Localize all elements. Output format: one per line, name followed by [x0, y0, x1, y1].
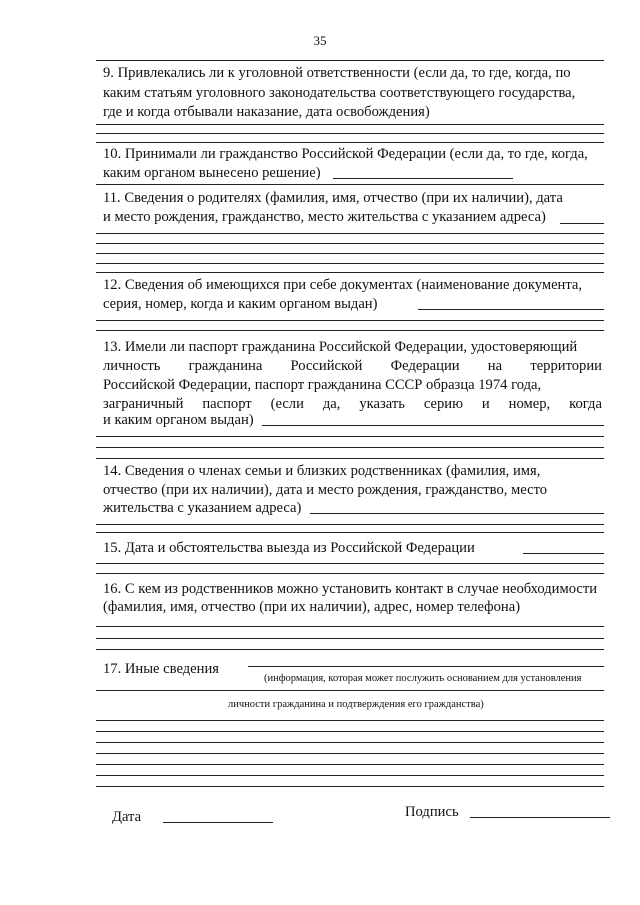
q12-line2: серия, номер, когда и каким органом выдан) — [103, 296, 378, 312]
q15-answer-line[interactable] — [96, 563, 604, 564]
signature-field[interactable] — [470, 817, 610, 818]
q10-answer-line[interactable] — [96, 184, 604, 185]
q13-answer-line[interactable] — [96, 436, 604, 437]
q9-line3: где и когда отбывали наказание, дата освобождения) — [103, 104, 430, 120]
q9-line1: 9. Привлекались ли к уголовной ответственности (если да, то где, когда, по — [103, 65, 571, 81]
signature-label: Подпись — [405, 804, 459, 820]
q11-answer-line[interactable] — [96, 233, 604, 234]
q17-hint1: (информация, которая может послужить основанием для установления — [264, 673, 582, 684]
q13-line1: 13. Имели ли паспорт гражданина Российской Федерации, удостоверяющий — [103, 339, 578, 355]
q13-word: указать — [359, 396, 405, 412]
q17-answer-line[interactable] — [96, 786, 604, 787]
q11-line1: 11. Сведения о родителях (фамилия, имя, отчество (при их наличии), дата — [103, 190, 563, 206]
q13-word: территории — [530, 358, 602, 374]
rule-line — [96, 60, 604, 61]
q13-word: когда — [569, 396, 602, 412]
q17-answer-line[interactable] — [96, 753, 604, 754]
rule-line — [96, 458, 604, 459]
q11-answer-line[interactable] — [96, 263, 604, 264]
q9-line2: каким статьям уголовного законодательства соответствующего государства, — [103, 85, 576, 101]
q14-line2: отчество (при их наличии), дата и место рождения, гражданство, место — [103, 482, 548, 498]
q11-line2: и место рождения, гражданство, место жительства с указанием адреса) — [103, 209, 546, 225]
q13-word: заграничный — [103, 396, 184, 412]
rule-line — [96, 142, 604, 143]
q13-line5: и каким органом выдан) — [103, 412, 254, 428]
q13-word: личность — [103, 358, 161, 374]
q12-line1: 12. Сведения об имеющихся при себе документах (наименование документа, — [103, 277, 583, 293]
q12-answer-line[interactable] — [96, 320, 604, 321]
q16-answer-line[interactable] — [96, 649, 604, 650]
q10-line2: каким органом вынесено решение) — [103, 165, 321, 181]
date-label: Дата — [112, 809, 142, 825]
q14-answer-line[interactable] — [310, 513, 604, 514]
q12-answer-line[interactable] — [96, 330, 604, 331]
q11-answer-line[interactable] — [96, 243, 604, 244]
q13-word: (если — [270, 396, 304, 412]
q15-line1: 15. Дата и обстоятельства выезда из Российской Федерации — [103, 540, 475, 556]
rule-line — [96, 272, 604, 273]
q13-word: паспорт — [202, 396, 252, 412]
q13-word: и — [481, 396, 490, 412]
q13-word: Российской — [290, 358, 363, 374]
q13-line2 — [103, 357, 602, 376]
q15-answer-line[interactable] — [523, 553, 604, 554]
q12-answer-line[interactable] — [418, 309, 604, 310]
q17-hint2: личности гражданина и подтверждения его гражданства) — [228, 699, 484, 710]
q13-line3: Российской Федерации, паспорт гражданина СССР образца 1974 года, — [103, 377, 542, 393]
q14-answer-line[interactable] — [96, 524, 604, 525]
q17-answer-line[interactable] — [96, 764, 604, 765]
q10-answer-line[interactable] — [333, 178, 513, 179]
q16-line2: (фамилия, имя, отчество (при их наличии), адрес, номер телефона) — [103, 599, 521, 615]
q17-answer-line[interactable] — [96, 690, 604, 691]
q14-line1: 14. Сведения о членах семьи и близких родственниках (фамилия, имя, — [103, 463, 541, 479]
page-number: 35 — [313, 33, 327, 48]
q16-answer-line[interactable] — [96, 638, 604, 639]
q11-answer-line[interactable] — [560, 223, 604, 224]
q17-answer-line[interactable] — [96, 742, 604, 743]
q17-answer-line[interactable] — [96, 720, 604, 721]
q13-word: на — [487, 358, 503, 374]
q17-answer-line[interactable] — [96, 775, 604, 776]
q13-answer-line[interactable] — [96, 447, 604, 448]
q13-word: да, — [322, 396, 341, 412]
q13-word: Федерации — [390, 358, 460, 374]
q13-word: серию — [423, 396, 463, 412]
q16-answer-line[interactable] — [96, 626, 604, 627]
q17-answer-line[interactable] — [248, 666, 604, 667]
date-field[interactable] — [163, 822, 273, 823]
q17-answer-line[interactable] — [96, 731, 604, 732]
q13-word: гражданина — [188, 358, 263, 374]
q9-answer-line[interactable] — [96, 133, 604, 134]
q15-answer-line[interactable] — [96, 573, 604, 574]
q11-answer-line[interactable] — [96, 253, 604, 254]
q14-answer-line[interactable] — [96, 532, 604, 533]
q9-answer-line[interactable] — [96, 124, 604, 125]
q17-label: 17. Иные сведения — [103, 661, 219, 677]
q16-line1: 16. С кем из родственников можно установить контакт в случае необходимости — [103, 581, 598, 597]
q13-answer-line[interactable] — [262, 425, 604, 426]
q14-line3: жительства с указанием адреса) — [103, 500, 302, 516]
q10-line1: 10. Принимали ли гражданство Российской Федерации (если да, то где, когда, — [103, 146, 588, 162]
q13-word: номер, — [508, 396, 551, 412]
